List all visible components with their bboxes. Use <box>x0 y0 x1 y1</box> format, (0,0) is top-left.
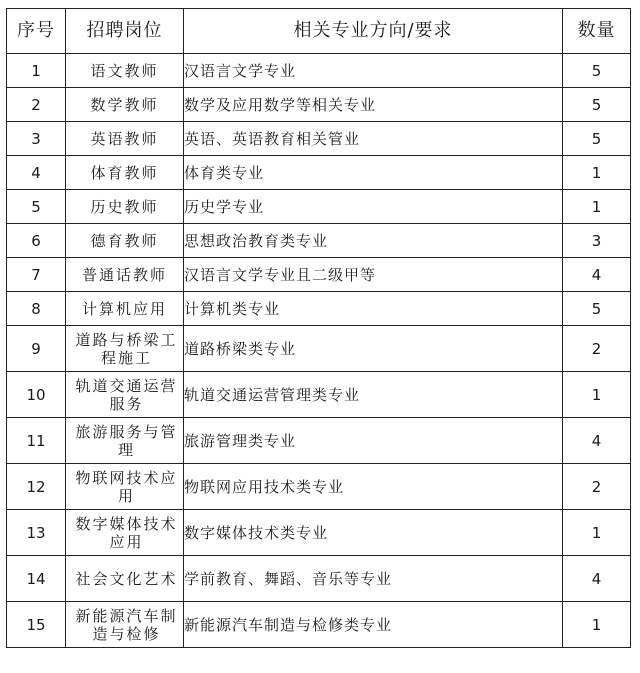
cell-no: 15 <box>7 602 66 648</box>
table-row <box>7 602 631 648</box>
cell-quantity: 5 <box>563 88 631 122</box>
header-row <box>7 9 631 54</box>
cell-requirement: 体育类专业 <box>184 156 563 190</box>
table-row <box>7 292 631 326</box>
cell-position <box>66 602 184 648</box>
cell-quantity: 5 <box>563 54 631 88</box>
cell-quantity: 3 <box>563 224 631 258</box>
cell-no: 10 <box>7 372 66 418</box>
cell-requirement: 旅游管理类专业 <box>184 418 563 464</box>
cell-no: 13 <box>7 510 66 556</box>
cell-position: 德育教师 <box>66 224 184 258</box>
cell-requirement: 物联网应用技术类专业 <box>184 464 563 510</box>
cell-position <box>66 418 184 464</box>
cell-no: 5 <box>7 190 66 224</box>
table-row <box>7 88 631 122</box>
cell-position-text: 道路与桥梁工程施工 <box>75 330 178 367</box>
recruitment-table-wrapper <box>6 8 631 648</box>
header-no: 序号 <box>7 9 66 54</box>
cell-position <box>66 510 184 556</box>
table-row <box>7 156 631 190</box>
table-row <box>7 556 631 602</box>
table-row <box>7 224 631 258</box>
cell-no: 8 <box>7 292 66 326</box>
table-row <box>7 418 631 464</box>
cell-quantity: 2 <box>563 326 631 372</box>
header-requirement: 相关专业方向/要求 <box>184 9 563 54</box>
cell-position-text: 数字媒体技术应用 <box>75 514 178 551</box>
cell-position-text: 社会文化艺术 <box>75 569 178 588</box>
cell-no: 9 <box>7 326 66 372</box>
cell-no: 11 <box>7 418 66 464</box>
cell-position <box>66 326 184 372</box>
cell-position: 英语教师 <box>66 122 184 156</box>
cell-no: 4 <box>7 156 66 190</box>
cell-no: 2 <box>7 88 66 122</box>
cell-position: 历史教师 <box>66 190 184 224</box>
cell-quantity: 4 <box>563 418 631 464</box>
cell-position: 计算机应用 <box>66 292 184 326</box>
table-row <box>7 258 631 292</box>
cell-requirement: 汉语言文学专业且二级甲等 <box>184 258 563 292</box>
cell-requirement: 历史学专业 <box>184 190 563 224</box>
cell-no: 14 <box>7 556 66 602</box>
cell-requirement: 思想政治教育类专业 <box>184 224 563 258</box>
cell-requirement: 计算机类专业 <box>184 292 563 326</box>
cell-quantity: 1 <box>563 156 631 190</box>
cell-position: 体育教师 <box>66 156 184 190</box>
header-quantity: 数量 <box>563 9 631 54</box>
cell-requirement: 学前教育、舞蹈、音乐等专业 <box>184 556 563 602</box>
cell-position: 普通话教师 <box>66 258 184 292</box>
cell-position: 数学教师 <box>66 88 184 122</box>
cell-requirement: 新能源汽车制造与检修类专业 <box>184 602 563 648</box>
cell-quantity: 1 <box>563 510 631 556</box>
cell-no: 1 <box>7 54 66 88</box>
table-row <box>7 190 631 224</box>
table-row <box>7 326 631 372</box>
cell-requirement: 英语、英语教育相关管业 <box>184 122 563 156</box>
table-row <box>7 122 631 156</box>
cell-quantity: 2 <box>563 464 631 510</box>
cell-quantity: 5 <box>563 292 631 326</box>
cell-position <box>66 556 184 602</box>
cell-requirement: 汉语言文学专业 <box>184 54 563 88</box>
cell-requirement: 数学及应用数学等相关专业 <box>184 88 563 122</box>
cell-requirement: 数字媒体技术类专业 <box>184 510 563 556</box>
cell-quantity: 1 <box>563 190 631 224</box>
cell-position <box>66 372 184 418</box>
cell-position-text: 新能源汽车制造与检修 <box>75 606 178 643</box>
cell-quantity: 1 <box>563 372 631 418</box>
cell-quantity: 4 <box>563 258 631 292</box>
cell-quantity: 1 <box>563 602 631 648</box>
cell-position: 语文教师 <box>66 54 184 88</box>
header-position: 招聘岗位 <box>66 9 184 54</box>
cell-position-text: 轨道交通运营服务 <box>75 376 178 413</box>
cell-position <box>66 464 184 510</box>
table-row <box>7 464 631 510</box>
cell-position-text: 物联网技术应用 <box>75 468 178 505</box>
cell-no: 12 <box>7 464 66 510</box>
table-row <box>7 54 631 88</box>
table-row <box>7 372 631 418</box>
cell-requirement: 道路桥梁类专业 <box>184 326 563 372</box>
cell-requirement: 轨道交通运营管理类专业 <box>184 372 563 418</box>
cell-no: 7 <box>7 258 66 292</box>
recruitment-table <box>6 8 631 648</box>
cell-quantity: 5 <box>563 122 631 156</box>
cell-quantity: 4 <box>563 556 631 602</box>
cell-no: 3 <box>7 122 66 156</box>
cell-no: 6 <box>7 224 66 258</box>
cell-position-text: 旅游服务与管理 <box>75 422 178 459</box>
table-row <box>7 510 631 556</box>
